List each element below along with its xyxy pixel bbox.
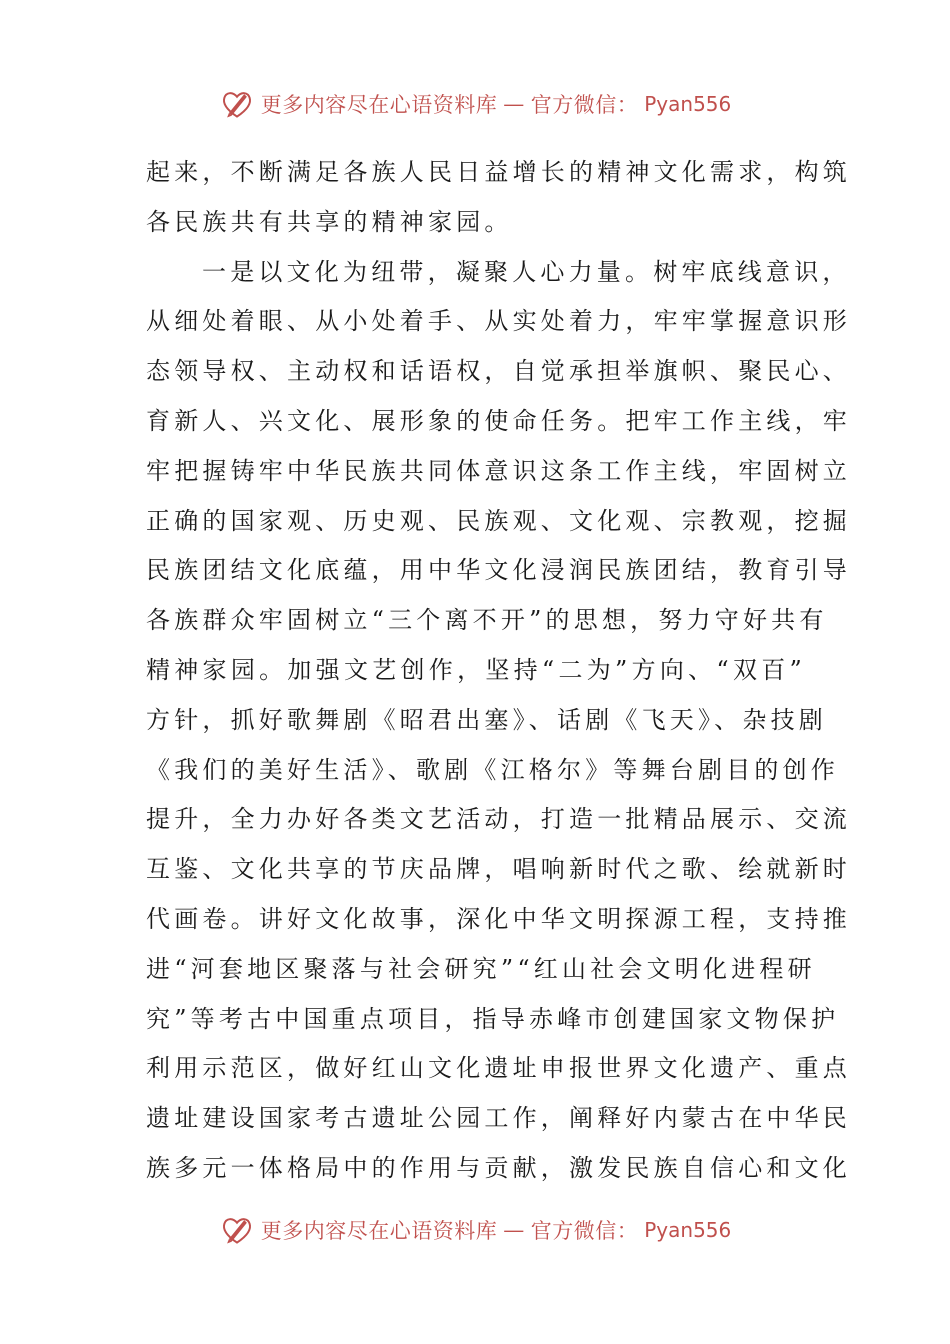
watermark-dash: —: [503, 92, 525, 116]
text-line: 《我们的美好生活》、歌剧《江格尔》等舞台剧目的创作: [146, 755, 839, 784]
watermark-handle: Pyan556: [644, 92, 732, 116]
text-line: 起来，不断满足各族人民日益增长的精神文化需求，构筑: [146, 158, 851, 186]
text-line: 从细处着眼、从小处着手、从实处着力，牢牢掌握意识形: [146, 307, 851, 336]
pen-heart-logo-icon: [219, 1212, 255, 1248]
text-line: 究”等考古中国重点项目，指导赤峰市创建国家文物保护: [146, 1004, 840, 1033]
text-line: 育新人、兴文化、展形象的使命任务。把牢工作主线，牢: [146, 406, 851, 435]
text-line: 方针，抓好歌舞剧《昭君出塞》、话剧《飞天》、杂技剧: [146, 705, 827, 734]
watermark-dash: —: [503, 1218, 525, 1242]
text-line: 利用示范区，做好红山文化遗址申报世界文化遗产、重点: [146, 1054, 851, 1083]
text-line: 代画卷。讲好文化故事，深化中华文明探源工程，支持推: [146, 904, 851, 933]
watermark-handle: Pyan556: [644, 1218, 732, 1242]
text-line: 牢把握铸牢中华民族共同体意识这条工作主线，牢固树立: [146, 456, 851, 485]
watermark-text: 更多内容尽在心语资料库: [260, 1219, 498, 1243]
watermark-label: 官方微信：: [530, 93, 639, 117]
text-line: 互鉴、文化共享的节庆品牌，唱响新时代之歌、绘就新时: [146, 855, 851, 884]
paragraph-1: [146, 148, 851, 248]
document-body: [146, 148, 851, 1194]
header-watermark: [0, 84, 950, 124]
text-line: 遗址建设国家考古遗址公园工作，阐释好内蒙古在中华民: [146, 1104, 851, 1133]
footer-watermark: [0, 1210, 950, 1250]
text-line: 族多元一体格局中的作用与贡献，激发民族自信心和文化: [146, 1153, 851, 1182]
text-line: 正确的国家观、历史观、民族观、文化观、宗教观，挖掘: [146, 506, 851, 535]
text-line: 精神家园。加强文艺创作，坚持“二为”方向、“双百”: [146, 655, 806, 684]
text-line: 态领导权、主动权和话语权，自觉承担举旗帜、聚民心、: [146, 357, 851, 386]
text-line: 一是以文化为纽带，凝聚人心力量。树牢底线意识，: [202, 257, 851, 286]
text-line: 提升，全力办好各类文艺活动，打造一批精品展示、交流: [146, 805, 851, 834]
text-line: 各民族共有共享的精神家园。: [146, 207, 513, 236]
watermark-label: 官方微信：: [530, 1219, 639, 1243]
paragraph-2: [146, 248, 851, 1194]
pen-heart-logo-icon: [219, 86, 255, 122]
text-line: 民族团结文化底蕴，用中华文化浸润民族团结，教育引导: [146, 556, 851, 585]
watermark-text: 更多内容尽在心语资料库: [260, 93, 498, 117]
text-line: 进“河套地区聚落与社会研究”“红山社会文明化进程研: [146, 954, 816, 983]
text-line: 各族群众牢固树立“三个离不开”的思想，努力守好共有: [146, 606, 828, 635]
